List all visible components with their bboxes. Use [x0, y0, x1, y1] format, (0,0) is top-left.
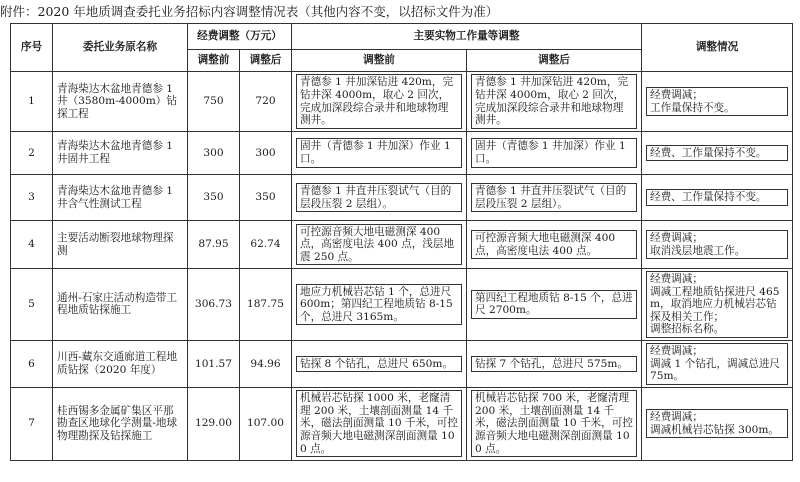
row-funds-after: 300 [255, 146, 276, 159]
row-workload-after: 钻探 7 个钻孔，总进尺 575m。 [471, 356, 637, 373]
row-name-cell [53, 340, 188, 387]
document-title: 附件：2020 年地质调查委托业务招标内容调整情况表（其他内容不变，以招标文件为准） [0, 4, 499, 19]
row-workload-after: 可控源音频大地电磁测深 400 点，高密度电法 400 点。 [471, 230, 637, 259]
row-seq: 4 [28, 238, 35, 251]
row-workload-before-cell [292, 221, 467, 269]
table-row [11, 72, 793, 132]
row-workload-after: 固井（青德参 1 井加深）作业 1 口。 [471, 138, 637, 167]
row-status: 经费、工作量保持不变。 [646, 145, 788, 162]
row-status-cell [642, 387, 793, 460]
row-name-cell [53, 221, 188, 269]
row-funds-before-cell [188, 132, 240, 175]
row-workload-after-cell [467, 132, 642, 175]
row-funds-before: 750 [203, 95, 224, 108]
row-workload-before: 可控源音频大地电磁测深 400 点，高密度电法 400 点，浅层地震 250 点。 [296, 224, 462, 266]
row-seq: 3 [28, 191, 35, 204]
row-workload-after-cell [467, 387, 642, 460]
table-row [11, 340, 793, 387]
row-workload-before: 青德参 1 井加深钻进 420m，完钻井深 4000m，取心 2 回次，完成加深段综合录井和地球物理测井。 [296, 74, 462, 128]
row-status: 经费、工作量保持不变。 [646, 189, 788, 206]
row-funds-after-cell [240, 340, 292, 387]
row-workload-before: 地应力机械岩芯钻 1 个，总进尺 600m；第四纪工程地质钻 8-15 个，总进尺 3165m。 [296, 284, 462, 326]
row-seq: 7 [28, 417, 35, 430]
row-funds-after-cell [240, 72, 292, 132]
header-seq: 序号 [11, 24, 53, 72]
row-workload-before-cell [292, 340, 467, 387]
row-funds-after-cell [240, 221, 292, 269]
row-workload-before: 固井（青德参 1 井加深）作业 1 口。 [296, 138, 462, 167]
row-funds-before: 350 [203, 191, 224, 204]
row-seq-cell [11, 175, 53, 221]
table-row [11, 269, 793, 341]
row-workload-after: 机械岩芯钻探 700 米，老窿清理 200 米，土壤剖面测量 14 千米，磁法剖面测量 10 千米，可控源音频大地电磁测深剖面测量 100 点。 [471, 390, 637, 457]
row-status-cell [642, 221, 793, 269]
header-funds-after: 调整后 [240, 50, 292, 72]
row-status: 经费调减； 工作量保持不变。 [646, 87, 788, 116]
row-workload-before-cell [292, 132, 467, 175]
row-workload-after: 青德参 1 井直井压裂试气（目的层段压裂 2 层组）。 [471, 183, 637, 212]
row-name-cell [53, 387, 188, 460]
row-name: 主要活动断裂地球物理探测 [57, 231, 174, 257]
row-funds-before-cell [188, 175, 240, 221]
row-workload-before: 机械岩芯钻探 1000 米，老窿清理 200 米，土壤剖面测量 14 千米，磁法剖面测量 10 千米，可控源音频大地电磁测深剖面测量 100 点。 [296, 390, 462, 457]
row-seq: 2 [28, 146, 35, 159]
row-workload-after-cell [467, 340, 642, 387]
header-workload-after: 调整后 [467, 50, 642, 72]
row-funds-before-cell [188, 340, 240, 387]
row-funds-before: 87.95 [198, 238, 229, 251]
row-status: 经费调减； 调减 1 个钻孔，调减总进尺 75m。 [646, 343, 788, 385]
row-funds-after: 94.96 [250, 357, 281, 370]
row-workload-before-cell [292, 175, 467, 221]
row-workload-after: 第四纪工程地质钻 8-15 个，总进尺 2700m。 [471, 290, 637, 319]
row-name-cell [53, 175, 188, 221]
header-status: 调整情况 [642, 24, 793, 72]
row-funds-before-cell [188, 269, 240, 341]
row-seq-cell [11, 269, 53, 341]
row-name: 青海柴达木盆地青德参 1 井（3580m-4000m）钻探工程 [57, 82, 177, 120]
row-funds-after: 187.75 [246, 298, 285, 311]
row-status: 经费调减； 取消浅层地震工作。 [646, 230, 788, 259]
row-funds-after: 720 [255, 95, 276, 108]
row-workload-before: 青德参 1 井直井压裂试气（目的层段压裂 2 层组）。 [296, 183, 462, 212]
row-name-cell [53, 72, 188, 132]
row-name: 青海柴达木盆地青德参 1 井固井工程 [57, 140, 174, 165]
row-workload-after: 青德参 1 井加深钻进 420m，完钻井深 4000m，取心 2 回次，完成加深段综合录井和地球物理测井。 [471, 74, 637, 128]
row-seq-cell [11, 340, 53, 387]
row-name-cell [53, 132, 188, 175]
row-status-cell [642, 269, 793, 341]
row-status-cell [642, 72, 793, 132]
row-status-cell [642, 340, 793, 387]
row-status-cell [642, 132, 793, 175]
table-row [11, 387, 793, 460]
row-name: 通州-石家庄活动构造带工程地质钻探施工 [57, 291, 178, 317]
row-funds-before-cell [188, 387, 240, 460]
row-seq: 6 [28, 357, 35, 370]
header-workload-before: 调整前 [292, 50, 467, 72]
row-funds-after-cell [240, 132, 292, 175]
row-name-cell [53, 269, 188, 341]
row-seq-cell [11, 387, 53, 460]
row-workload-after-cell [467, 72, 642, 132]
row-workload-after-cell [467, 269, 642, 341]
row-workload-after-cell [467, 175, 642, 221]
row-status: 经费调减； 调减工程地质钻探进尺 465m，取消地应力机械岩芯钻探及相关工作； 调整招标名称。 [646, 271, 788, 338]
row-workload-before-cell [292, 269, 467, 341]
row-name: 青海柴达木盆地青德参 1 井含气性测试工程 [57, 184, 174, 210]
row-funds-after: 107.00 [246, 417, 285, 430]
header-funds: 经费调整（万元） [188, 24, 292, 50]
row-funds-before-cell [188, 72, 240, 132]
row-workload-after-cell [467, 221, 642, 269]
row-seq-cell [11, 221, 53, 269]
header-name: 委托业务原名称 [53, 24, 188, 72]
header-workload: 主要实物工作量等调整 [292, 24, 642, 50]
row-status: 经费调减； 调减机械岩芯钻探 300m。 [646, 409, 788, 438]
row-funds-after-cell [240, 269, 292, 341]
row-name: 川西-藏东交通廊道工程地质钻探（2020 年度） [57, 351, 178, 376]
row-funds-after: 350 [255, 191, 276, 204]
table-row [11, 175, 793, 221]
row-funds-before: 306.73 [194, 298, 233, 311]
row-name: 桂西锡多金属矿集区平那勘查区地球化学测量-地球物理勘探及钻探施工 [57, 404, 178, 443]
row-funds-before: 129.00 [194, 417, 233, 430]
table-row [11, 221, 793, 269]
row-workload-before-cell [292, 387, 467, 460]
row-status-cell [642, 175, 793, 221]
row-funds-before-cell [188, 221, 240, 269]
row-funds-after: 62.74 [250, 238, 281, 251]
row-seq: 1 [28, 95, 35, 108]
row-funds-before: 101.57 [194, 357, 233, 370]
row-workload-before: 钻探 8 个钻孔，总进尺 650m。 [296, 356, 462, 373]
row-seq: 5 [28, 298, 35, 311]
row-funds-after-cell [240, 387, 292, 460]
table-row [11, 132, 793, 175]
row-funds-before: 300 [203, 146, 224, 159]
row-seq-cell [11, 72, 53, 132]
row-funds-after-cell [240, 175, 292, 221]
row-workload-before-cell [292, 72, 467, 132]
adjustment-table [10, 23, 793, 461]
row-seq-cell [11, 132, 53, 175]
header-funds-before: 调整前 [188, 50, 240, 72]
